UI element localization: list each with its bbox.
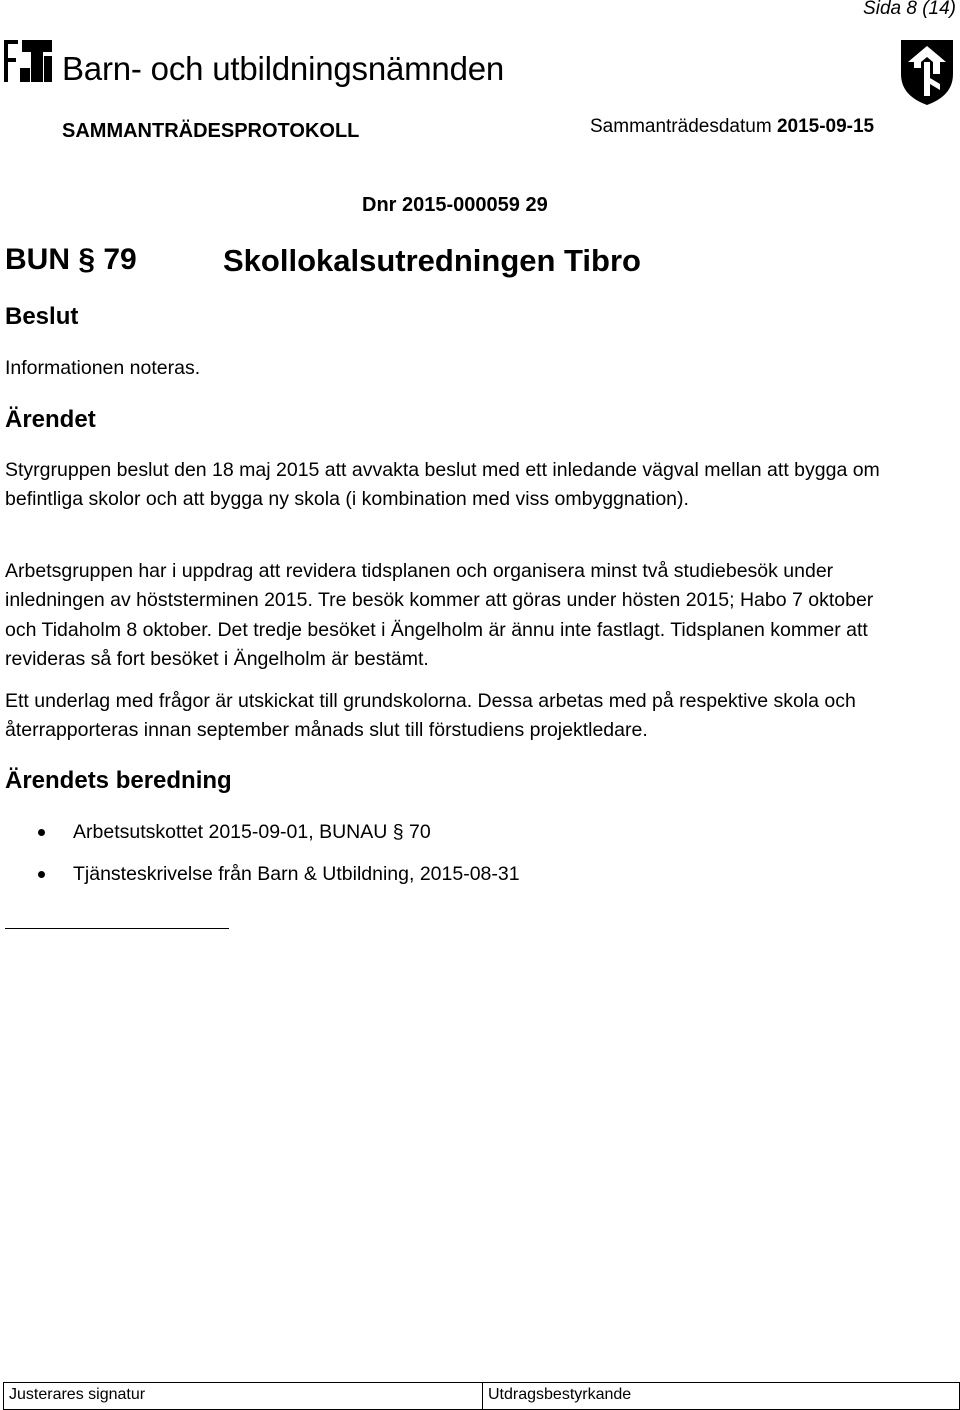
meeting-date-value: 2015-09-15 — [776, 116, 875, 137]
matter-paragraph-1: Styrgruppen beslut den 18 maj 2015 att avvakta beslut med ett inledande vägval mellan att bygga om befintliga skolor och att bygga ny skola (i kombination med viss ombyggnation). — [5, 459, 880, 511]
adjuster-signature-cell: Justerares signatur — [4, 1383, 483, 1409]
protocol-label: SAMMANTRÄDESPROTOKOLL — [62, 120, 360, 142]
decision-heading: Beslut — [5, 303, 79, 330]
list-item — [0, 817, 520, 859]
meeting-date — [590, 116, 874, 138]
preparation-list — [0, 817, 520, 901]
section-title: Skollokalsutredningen Tibro — [223, 243, 641, 278]
page-number: Sida 8 (14) — [863, 0, 956, 19]
matter-paragraph-2: Arbetsgruppen har i uppdrag att revidera tidsplanen och organisera minst två studiebesök under inledningen av höststerminen 2015. Tre besök kommer att göras under hösten 2015; Habo 7 oktober och Tidaholm 8 oktober. Det tredje besöket i Ängelholm är ännu inte fastlagt. Tidsplanen kommer att revideras så fort besöket i Ängelholm är bestämt. — [5, 560, 874, 670]
preparation-heading: Ärendets beredning — [5, 767, 232, 794]
separator-line — [5, 928, 229, 929]
signature-table — [3, 1382, 960, 1410]
list-item-text: Arbetsutskottet 2015-09-01, BUNAU § 70 — [73, 821, 431, 843]
matter-paragraph-3: Ett underlag med frågor är utskickat till grundskolorna. Dessa arbetas med på respektive skola och återrapporteras innan september månads slut till förstudiens projektledare. — [5, 690, 856, 742]
list-item — [0, 859, 520, 901]
matter-heading: Ärendet — [5, 406, 96, 433]
bullet-icon — [38, 829, 45, 836]
decision-text: Informationen noteras. — [5, 357, 201, 379]
coat-of-arms-icon — [900, 38, 954, 106]
section-id: BUN § 79 — [5, 243, 137, 276]
organization-title: Barn- och utbildningsnämnden — [62, 50, 505, 87]
meeting-date-label: Sammanträdesdatum — [590, 116, 772, 137]
municipality-logo-icon — [4, 40, 52, 82]
bullet-icon — [38, 871, 45, 878]
list-item-text: Tjänsteskrivelse från Barn & Utbildning, 2015-08-31 — [73, 863, 520, 885]
certification-cell: Utdragsbestyrkande — [488, 1386, 632, 1403]
case-number: Dnr 2015-000059 29 — [362, 194, 548, 216]
